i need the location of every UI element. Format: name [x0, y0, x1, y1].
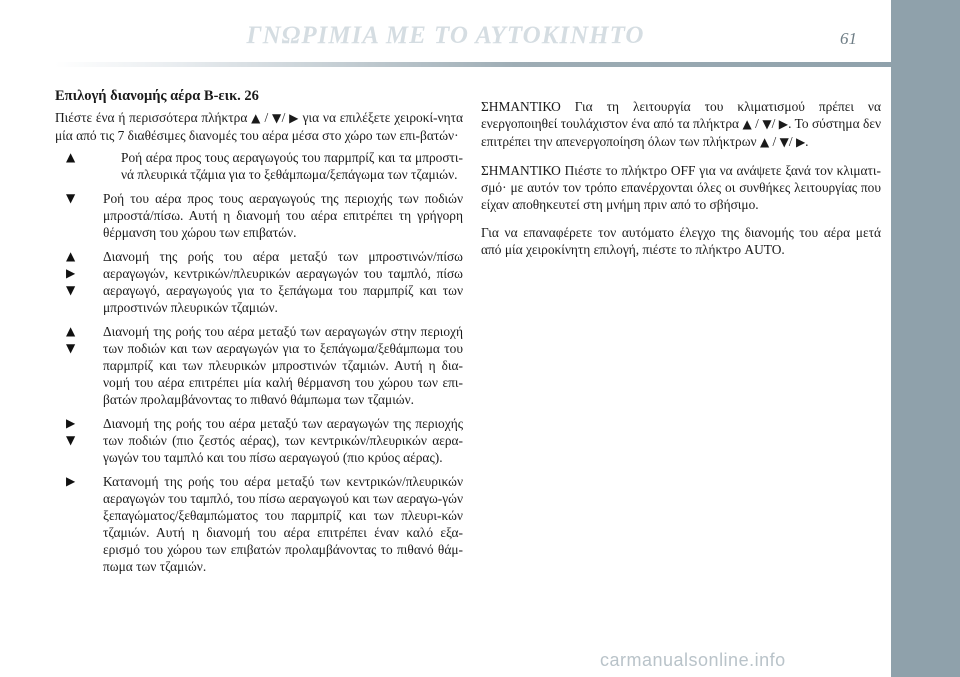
intro-text-b: για να επιλέξετε χειροκί-νητα μία από τις 7 διαθέσιμες διανομές του αέρα μέσα στο χώρο των επι-βατών·	[55, 110, 464, 143]
item-symbols	[55, 473, 103, 575]
down-arrow-icon: ▼	[272, 111, 282, 125]
down-arrow-icon: ▼	[66, 191, 76, 205]
intro-paragraph	[55, 109, 463, 144]
up-arrow-icon: ▲	[759, 135, 770, 149]
item-text: Διανομή της ροής του αέρα μεταξύ των αεραγωγών της περιοχής των ποδιών (πιο ζεστός αέρας), των κεντρικών/πλευρικών αερα-γωγών του ταμπλό και του πίσω αεραγωγού (πιο κρύος αέρας).	[103, 416, 463, 465]
item-symbols	[55, 248, 103, 316]
symbol-separator: /	[769, 134, 780, 149]
down-arrow-icon: ▼	[762, 117, 772, 131]
auto-note: Για να επαναφέρετε τον αυτόματο έλεγχο της διανομής του αέρα μετά από μία χειροκίνητη επιλογή, πιέστε το πλήκτρο AUTO.	[481, 225, 881, 257]
symbol-separator: /	[260, 110, 273, 125]
item-symbols	[55, 323, 103, 408]
distribution-item-feet-dashboard	[55, 415, 463, 466]
right-arrow-icon: ▶	[289, 111, 299, 125]
note1-text-c: .	[805, 134, 809, 149]
page-number: 61	[840, 29, 857, 48]
right-arrow-icon: ▶	[66, 266, 76, 280]
item-symbols	[55, 415, 103, 466]
item-text: Κατανομή της ροής του αέρα μεταξύ των κεντρικών/πλευρικών αεραγωγών του ταμπλό, του πίσω αεραγωγού και των αεραγω-γών ξεπαγώματος/ξεθαμπώματος του παρμπρίζ και των πλευρι-κών τζαμιών. Αυτή η διανομή του αέρα επιτρέπει έναν καλό εξα-ερισμό του χώρου των επιβατών προλαμβάνοντας το πιθανό θάμ-πωμα των τζαμιών.	[103, 474, 463, 574]
down-arrow-icon: ▼	[66, 433, 76, 447]
item-text: Διανομή της ροής του αέρα μεταξύ των αεραγωγών στην περιοχή των ποδιών και των αεραγωγών για το ξεπάγωμα/ξεθάμπωμα του παρμπρίζ και των πλευρικών μπροστινών τζαμιών. Αυτή η δια-νομή του αέρα επιτρέπει μία καλή θέρμανση του χώρου των επι-βατών προλαμβάνοντας το πιθανό θάμπωμα των τζαμιών.	[103, 324, 463, 407]
item-text: Ροή του αέρα προς τους αεραγωγούς της περιοχής των ποδιών μπροστά/πίσω. Αυτή η διανομή του αέρα επιτρέπει τη γρήγορη θέρμανση του χώρου των επιβατών.	[103, 191, 463, 240]
distribution-item-feet-windscreen	[55, 323, 463, 408]
note1-text-a: ΣΗΜΑΝΤΙΚΟ Για τη λειτουργία του κλιματισμού πρέπει να ενεργοποιηθεί τουλάχιστον ένα από τα πλήκτρα	[481, 99, 881, 131]
right-arrow-icon: ▶	[66, 416, 76, 430]
up-arrow-icon: ▲	[66, 150, 76, 164]
header-rule	[55, 62, 891, 67]
note1-text-b: . Το σύστημα δεν επιτρέπει την απενεργοποίηση όλων των πλήκτρων	[481, 116, 882, 149]
item-text: Διανομή της ροής του αέρα μεταξύ των μπροστινών/πίσω αεραγωγών, κεντρικών/πλευρικών αεραγωγών του ταμπλό, πίσω αεραγωγό, αεραγωγούς για το ξεπάγωμα του παρμπρίζ και των μπροστινών πλευρικών τζαμιών.	[103, 249, 463, 315]
up-arrow-icon: ▲	[742, 117, 752, 131]
chapter-title: ΓΝΩΡΙΜΙΑ ΜΕ ΤΟ ΑΥΤΟΚΙΝΗΤΟ	[246, 22, 645, 49]
symbol-separator: /	[771, 116, 779, 131]
intro-text-a: Πιέστε ένα ή περισσότερα πλήκτρα	[55, 110, 252, 125]
section-title: Επιλογή διανομής αέρα Β-εικ. 26	[55, 88, 259, 104]
right-arrow-icon: ▶	[66, 474, 76, 488]
right-arrow-icon: ▶	[778, 117, 789, 131]
symbol-separator: /	[788, 134, 796, 149]
down-arrow-icon: ▼	[779, 135, 789, 149]
down-arrow-icon: ▼	[66, 341, 76, 355]
up-arrow-icon: ▲	[251, 111, 261, 125]
up-arrow-icon: ▲	[66, 324, 76, 338]
left-column	[55, 88, 463, 582]
important-note-2: ΣΗΜΑΝΤΙΚΟ Πιέστε το πλήκτρο OFF για να ανάψετε ξανά τον κλιματι-σμό· με αυτόν τον τρόπο επανέρχονται όλες οι συνθήκες λειτουργίας που είχαν αποθηκευτεί στη μνήμη πριν από το σβήσιμο.	[481, 163, 881, 212]
item-symbols	[55, 149, 103, 183]
right-column	[481, 98, 881, 269]
distribution-item-windscreen	[55, 149, 463, 183]
down-arrow-icon: ▼	[66, 283, 76, 297]
item-text: Ροή αέρα προς τους αεραγωγούς του παρμπρίζ και τα μπροστι-νά πλευρικά τζάμια για το ξεθάμπωμα/ξεπάγωμα των τζαμιών.	[121, 150, 463, 182]
symbol-separator: /	[281, 110, 290, 125]
right-margin-band	[891, 0, 960, 677]
distribution-item-feet	[55, 190, 463, 241]
page-header	[0, 0, 891, 70]
watermark: carmanualsonline.info	[600, 650, 786, 670]
right-arrow-icon: ▶	[795, 135, 806, 149]
symbol-separator: /	[751, 116, 763, 131]
important-note-1	[481, 98, 881, 151]
distribution-item-all	[55, 248, 463, 316]
distribution-item-dashboard	[55, 473, 463, 575]
up-arrow-icon: ▲	[66, 249, 76, 263]
item-symbols	[55, 190, 103, 241]
